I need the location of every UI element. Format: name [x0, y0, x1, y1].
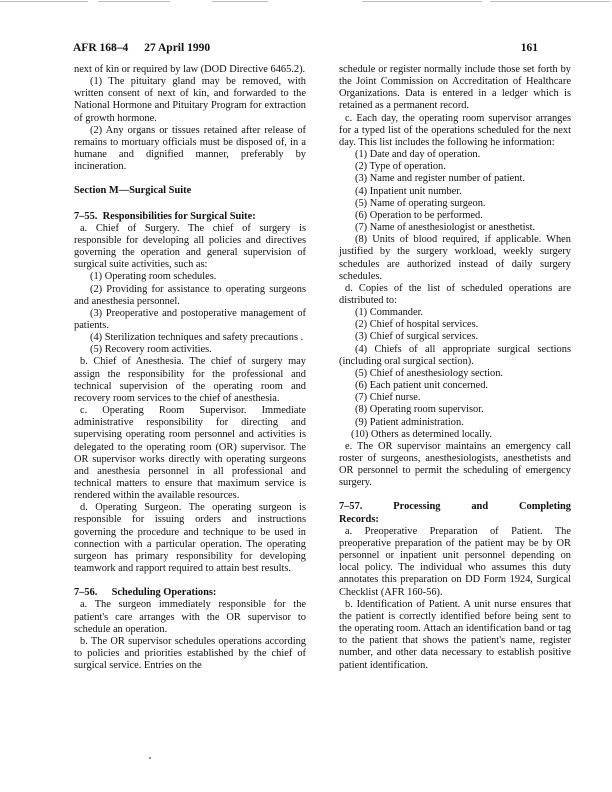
- paragraph-heading-7-57: [339, 501, 571, 525]
- list-item: (5) Name of operating surgeon.: [355, 197, 486, 209]
- subparagraph-d: d. Copies of the list of scheduled operations are distributed to:: [339, 282, 571, 306]
- page-number: 161: [520, 42, 538, 54]
- scan-artifact-line: [0, 1, 88, 2]
- list-item: (7) Name of anesthesiologist or anesthetist.: [355, 222, 536, 234]
- scan-artifact-line: [490, 1, 610, 2]
- list-item: (9) Patient administration.: [355, 416, 464, 428]
- subparagraph-d: d. Operating Surgeon. The operating surgeon is responsible for issuing orders and instructions governing the procedure and technique to be used in connection with a particular operation. The operating surgeon has primary responsibility for developing teamwork and rapport required to attain best results.: [74, 502, 306, 575]
- paragraph-heading-7-56: [74, 587, 306, 599]
- list-item: (2) Any organs or tissues retained after release of remains to mortuary officials must be disposed of, in a humane and dignified manner, preferably by incineration.: [74, 124, 306, 173]
- list-item: (4) Chiefs of all appropriate surgical sections (including oral surgical section).: [339, 343, 571, 367]
- subparagraph-c: c. Each day, the operating room supervisor arranges for a typed list of the operations scheduled for the next day. This list includes the following he information:: [339, 112, 571, 148]
- scan-artifact-line: [362, 1, 482, 2]
- list-item: (1) Operating room schedules.: [90, 271, 217, 283]
- list-item: (3) Preoperative and postoperative management of patients.: [74, 307, 306, 331]
- list-item: (1) The pituitary gland may be removed, with written consent of next of kin, and forwarded to the National Hormone and Pituitary Program for extraction of growth hormone.: [74, 76, 306, 124]
- list-item: (1) Date and day of operation.: [355, 149, 481, 161]
- list-item: (2) Providing for assistance to operating surgeons and anesthesia personnel.: [74, 283, 306, 307]
- scan-speck: [149, 757, 151, 759]
- continuation-text: schedule or register normally include those set forth by the Joint Commission on Accreditation of Healthcare Organizations. Data is entered in a ledger which is retained as a permanent record.: [339, 64, 571, 112]
- subparagraph-a: a. Preoperative Preparation of Patient. The preoperative preparation of the patient may be by OR personnel or inpatient unit personnel depending on local policy. The individual who assumes this duty annotates this preparation on DD Form 1924, Surgical Checklist (AFR 160-56).: [339, 525, 571, 598]
- paragraph-number: 7–57.: [339, 501, 363, 513]
- subparagraph-a: a. The surgeon immediately responsible for the patient's care arranges with the OR supervisor to schedule an operation.: [74, 599, 306, 635]
- list-item: (10) Others as determined locally.: [351, 428, 492, 440]
- scan-artifact-line: [212, 1, 268, 2]
- heading-line-2: Records:: [339, 513, 379, 525]
- subparagraph-a: a. Chief of Surgery. The chief of surgery is responsible for developing all policies and directives governing the operation and general supervision of surgical suite activities, such as:: [74, 222, 306, 271]
- document-id: AFR 168–4: [73, 42, 129, 54]
- heading-word: Completing: [519, 501, 571, 513]
- right-column: [339, 64, 571, 672]
- paragraph-title: Scheduling Operations:: [111, 587, 217, 599]
- subparagraph-c: c. Operating Room Supervisor. Immediate administrative responsibility for directing and supervising operating room personnel and activities is delegated to the operating room (OR) supervisor. The OR supervisor works directly with operating surgeons and anesthesia personnel in all professional and technical matters to ensure that maximum service is rendered within the available resources.: [74, 405, 306, 502]
- list-item: (6) Operation to be performed.: [355, 209, 483, 221]
- heading-line-1: [339, 501, 571, 513]
- list-item: (5) Recovery room activities.: [90, 344, 212, 356]
- paragraph-number: 7–56.: [74, 587, 98, 599]
- list-item: (8) Units of blood required, if applicable. When justified by the surgery workload, weekly surgery schedules are authorized instead of daily surgery schedules.: [339, 234, 571, 282]
- page-header: [73, 42, 538, 56]
- continuation-text: next of kin or required by law (DOD Directive 6465.2).: [74, 64, 306, 75]
- list-item: (4) Inpatient unit number.: [355, 185, 462, 197]
- list-item: (4) Sterilization techniques and safety precautions .: [90, 332, 304, 344]
- list-item: (3) Chief of surgical services.: [355, 331, 479, 343]
- document-date: 27 April 1990: [144, 42, 211, 54]
- list-item: (6) Each patient unit concerned.: [355, 380, 488, 392]
- subparagraph-b: b. Chief of Anesthesia. The chief of surgery may assign the responsibility for the professional and technical supervision of the operating room and recovery room services to the chief of anesthesia.: [74, 356, 306, 404]
- list-item: (1) Commander.: [355, 307, 424, 319]
- list-item: (2) Type of operation.: [355, 161, 446, 173]
- list-item: (5) Chief of anesthesiology section.: [355, 367, 504, 379]
- left-column: [74, 64, 306, 672]
- heading-word: Processing: [393, 501, 441, 513]
- section-title: Section M—Surgical Suite: [74, 185, 192, 197]
- subparagraph-e: e. The OR supervisor maintains an emergency call roster of surgeons, anesthesiologists, anesthetists and OR personnel to permit the scheduling of emergency surgery.: [339, 440, 571, 489]
- paragraph-title: Responsibilities for Surgical Suite:: [102, 210, 256, 222]
- paragraph-number: 7–55.: [74, 210, 98, 222]
- heading-word: and: [471, 501, 489, 513]
- list-item: (8) Operating room supervisor.: [355, 404, 484, 416]
- paragraph-heading-7-55: [74, 211, 306, 223]
- subparagraph-b: b. The OR supervisor schedules operations according to policies and priorities established by the chief of surgical service. Entries on the: [74, 635, 306, 672]
- subparagraph-b: b. Identification of Patient. A unit nurse ensures that the patient is correctly identified before being sent to the operating room. Attach an identification band or tag to the patient that shows the patient's name, register number, and other data necessary to establish positive patient identification.: [339, 598, 571, 671]
- header-left: [73, 42, 210, 54]
- scan-artifact-line: [98, 1, 170, 2]
- list-item: (3) Name and register number of patient.: [355, 173, 525, 185]
- list-item: (7) Chief nurse.: [355, 392, 421, 404]
- list-item: (2) Chief of hospital services.: [355, 319, 479, 331]
